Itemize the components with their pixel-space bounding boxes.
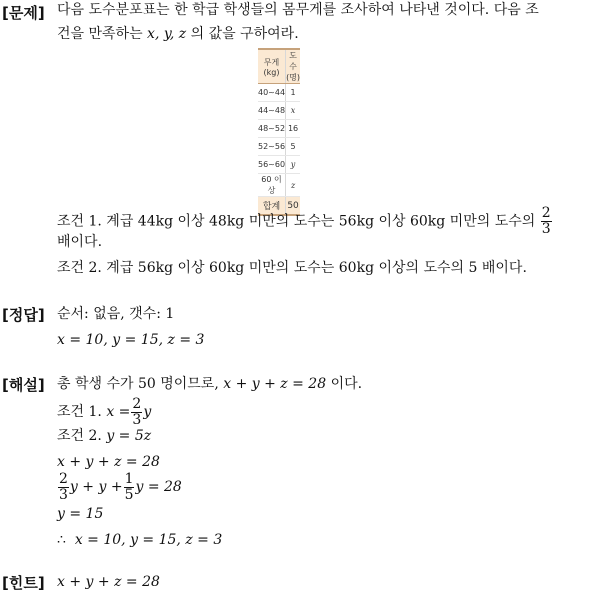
equation-2-tail: y = 28 [135,479,182,495]
table-cell-count: 16 [286,120,300,138]
table-cell-count: y [286,156,300,174]
answer-line-1: 순서: 없음, 갯수: 1 [57,306,175,322]
table-cell-count: 5 [286,138,300,156]
table-row [258,120,300,138]
solution-final-values: x = 10, y = 15, z = 3 [74,532,223,548]
table-cell-count: z [286,174,300,197]
table-cell-class: 52~56 [258,138,286,156]
fraction-numerator: 1 [124,470,134,487]
answer-tag: [정답] [2,306,45,324]
problem-vars: x, y, z [147,26,187,42]
solution-line-1-pre: 총 학생 수가 50 명이므로, [57,376,224,392]
solution-line-1 [57,374,362,394]
table-cell-count: 1 [286,84,300,102]
solution-cond-2-label: 조건 2. [57,428,107,444]
solution-condition-2 [57,426,151,446]
table-cell-class: 40~44 [258,84,286,102]
table-header-row [258,49,300,84]
fraction-denominator: 5 [124,486,134,503]
problem-line-2-post: 의 값을 구하여라. [186,26,299,42]
table-header-count: 도수(명) [286,51,301,82]
solution-equation-2 [57,468,182,506]
solution-cond-1-rhs: y [143,404,152,420]
table-cell-class: 56~60 [258,156,286,174]
equation-2-fraction-1 [58,472,69,503]
problem-line-1: 다음 도수분포표는 한 학급 학생들의 몸무게를 조사하여 나타낸 것이다. 다음 조 [57,2,539,18]
table-header-weight: 무게(kg) [258,49,286,84]
table-row [258,84,300,102]
solution-equation-3: y = 15 [57,506,104,522]
therefore-symbol: ∴ [57,532,66,548]
solution-cond-2-math: y = 5z [106,428,152,444]
problem-condition-1-tail: 배이다. [57,234,103,250]
equation-2-fraction-2 [124,472,135,503]
table-cell-class: 60 이상 [258,174,286,197]
fraction-numerator: 2 [132,395,142,412]
equation-2-middle: y + y + [69,479,123,495]
table-total-value: 50 [286,197,300,216]
table-row [258,102,300,120]
problem-condition-1 [57,206,553,237]
solution-condition-1 [57,394,151,430]
solution-cond-1-lhs: x = [106,404,131,420]
table-row [258,174,300,197]
table-total-label: 합계 [258,197,286,216]
solution-cond-1-label: 조건 1. [57,404,107,420]
table-cell-class: 44~48 [258,102,286,120]
fraction-denominator: 3 [59,486,68,503]
answer-line-2: x = 10, y = 15, z = 3 [57,332,205,348]
problem-line-2-pre: 건을 만족하는 [57,26,148,42]
fraction-denominator: 3 [541,221,551,237]
fraction-denominator: 3 [132,411,142,428]
solution-equation-1: x + y + z = 28 [57,454,160,470]
problem-line-2 [57,24,299,44]
problem-tag: [문제] [2,4,45,22]
condition-1-text: 조건 1. 계급 44kg 이상 48kg 미만의 도수는 56kg 이상 60kg 미만의 도수의 [57,213,536,230]
frequency-table [258,48,300,216]
solution-final [57,530,222,550]
hint-line-1: x + y + z = 28 [57,574,160,590]
table-row [258,138,300,156]
solution-cond-1-fraction [131,397,142,428]
solution-line-1-math: x + y + z = 28 [223,376,327,392]
condition-1-fraction [541,206,552,237]
table-row [258,156,300,174]
solution-line-1-post: 이다. [326,376,363,392]
fraction-numerator: 2 [59,470,68,487]
fraction-numerator: 2 [541,205,551,221]
hint-tag: [힌트] [2,574,45,592]
table-cell-class: 48~52 [258,120,286,138]
solution-tag: [해설] [2,376,45,394]
table-cell-count: x [286,102,300,120]
problem-condition-2: 조건 2. 계급 56kg 이상 60kg 미만의 도수는 60kg 이상의 도수의 5 배이다. [57,260,527,276]
